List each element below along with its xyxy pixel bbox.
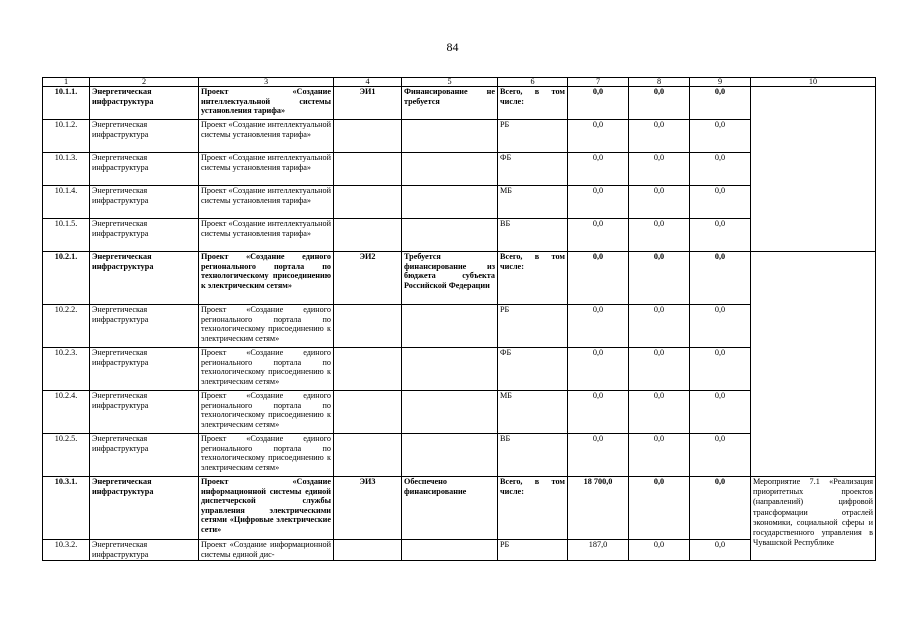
table-row: [43, 87, 876, 120]
financing-status-cell: [402, 153, 498, 186]
row-number: 10.3.2.: [43, 540, 90, 561]
value-cell: 0,0: [568, 153, 629, 186]
column-number: 6: [498, 78, 568, 87]
value-cell: 0,0: [629, 252, 690, 305]
column-number: 7: [568, 78, 629, 87]
funding-source-cell: ФБ: [498, 153, 568, 186]
financing-status-cell: [402, 348, 498, 391]
value-cell: 0,0: [690, 87, 751, 120]
project-cell: Проект «Создание интеллектуальной системы установления тарифа»: [199, 87, 334, 120]
row-number: 10.1.1.: [43, 87, 90, 120]
table-row: [43, 252, 876, 305]
code-cell: [334, 219, 402, 252]
value-cell: 0,0: [568, 120, 629, 153]
value-cell: 0,0: [568, 391, 629, 434]
value-cell: 0,0: [568, 186, 629, 219]
project-cell: Проект «Создание единого регионального портала по технологическому присоединению к электрическим сетям»: [199, 434, 334, 477]
row-number: 10.2.2.: [43, 305, 90, 348]
value-cell: 0,0: [690, 391, 751, 434]
code-cell: ЭИ3: [334, 477, 402, 540]
value-cell: 0,0: [690, 186, 751, 219]
infrastructure-cell: Энергетическая инфраструктура: [90, 153, 199, 186]
column-numbers-row: [43, 78, 876, 87]
row-number: 10.1.2.: [43, 120, 90, 153]
funding-source-cell: Всего, в том числе:: [498, 252, 568, 305]
code-cell: ЭИ1: [334, 87, 402, 120]
column-number: 3: [199, 78, 334, 87]
infrastructure-cell: Энергетическая инфраструктура: [90, 252, 199, 305]
code-cell: [334, 120, 402, 153]
funding-source-cell: Всего, в том числе:: [498, 87, 568, 120]
infrastructure-cell: Энергетическая инфраструктура: [90, 120, 199, 153]
financing-status-cell: [402, 434, 498, 477]
funding-source-cell: РБ: [498, 120, 568, 153]
project-cell: Проект «Создание информационной системы единой диспетчерской службы управления электрическими сетями «Цифровые электрические сети»: [199, 477, 334, 540]
code-cell: [334, 348, 402, 391]
funding-source-cell: РБ: [498, 540, 568, 561]
funding-source-cell: Всего, в том числе:: [498, 477, 568, 540]
value-cell: 187,0: [568, 540, 629, 561]
value-cell: 0,0: [690, 434, 751, 477]
row-number: 10.2.1.: [43, 252, 90, 305]
value-cell: 0,0: [629, 348, 690, 391]
project-cell: Проект «Создание единого регионального портала по технологическому присоединению к электрическим сетям»: [199, 391, 334, 434]
value-cell: 0,0: [629, 153, 690, 186]
infrastructure-cell: Энергетическая инфраструктура: [90, 391, 199, 434]
column-number: 10: [751, 78, 876, 87]
value-cell: 0,0: [690, 305, 751, 348]
financing-status-cell: Обеспечено финансирование: [402, 477, 498, 540]
project-cell: Проект «Создание единого регионального портала по технологическому присоединению к электрическим сетям»: [199, 348, 334, 391]
row-number: 10.2.3.: [43, 348, 90, 391]
value-cell: 0,0: [629, 87, 690, 120]
note-cell: [751, 87, 876, 252]
row-number: 10.1.5.: [43, 219, 90, 252]
column-number: 8: [629, 78, 690, 87]
value-cell: 0,0: [568, 348, 629, 391]
value-cell: 0,0: [629, 434, 690, 477]
financing-status-cell: Финансирование не требуется: [402, 87, 498, 120]
column-number: 2: [90, 78, 199, 87]
value-cell: 0,0: [629, 186, 690, 219]
funding-source-cell: ВБ: [498, 434, 568, 477]
value-cell: 0,0: [690, 252, 751, 305]
code-cell: [334, 186, 402, 219]
row-number: 10.1.3.: [43, 153, 90, 186]
value-cell: 0,0: [690, 477, 751, 540]
financing-status-cell: [402, 219, 498, 252]
funding-source-cell: МБ: [498, 186, 568, 219]
code-cell: ЭИ2: [334, 252, 402, 305]
project-cell: Проект «Создание интеллектуальной системы установления тарифа»: [199, 186, 334, 219]
row-number: 10.2.4.: [43, 391, 90, 434]
infrastructure-cell: Энергетическая инфраструктура: [90, 219, 199, 252]
code-cell: [334, 305, 402, 348]
funding-source-cell: РБ: [498, 305, 568, 348]
value-cell: 0,0: [690, 540, 751, 561]
financing-status-cell: [402, 120, 498, 153]
financing-status-cell: Требуется финансирование из бюджета субъекта Российской Федерации: [402, 252, 498, 305]
row-number: 10.2.5.: [43, 434, 90, 477]
funding-source-cell: ФБ: [498, 348, 568, 391]
code-cell: [334, 153, 402, 186]
value-cell: 0,0: [629, 391, 690, 434]
value-cell: 0,0: [690, 348, 751, 391]
infrastructure-cell: Энергетическая инфраструктура: [90, 186, 199, 219]
infrastructure-cell: Энергетическая инфраструктура: [90, 87, 199, 120]
financing-status-cell: [402, 305, 498, 348]
value-cell: 0,0: [690, 120, 751, 153]
row-number: 10.3.1.: [43, 477, 90, 540]
value-cell: 0,0: [629, 540, 690, 561]
page-number: 84: [446, 40, 459, 54]
financing-status-cell: [402, 391, 498, 434]
value-cell: 18 700,0: [568, 477, 629, 540]
value-cell: 0,0: [568, 434, 629, 477]
value-cell: 0,0: [568, 87, 629, 120]
financing-table: [42, 77, 876, 561]
code-cell: [334, 434, 402, 477]
financing-status-cell: [402, 186, 498, 219]
value-cell: 0,0: [629, 477, 690, 540]
infrastructure-cell: Энергетическая инфраструктура: [90, 477, 199, 540]
infrastructure-cell: Энергетическая инфраструктура: [90, 305, 199, 348]
financing-status-cell: [402, 540, 498, 561]
value-cell: 0,0: [568, 252, 629, 305]
row-number: 10.1.4.: [43, 186, 90, 219]
infrastructure-cell: Энергетическая инфраструктура: [90, 434, 199, 477]
table-row: [43, 477, 876, 540]
note-cell: [751, 252, 876, 477]
note-cell: Мероприятие 7.1 «Реализация приоритетных проектов (направлений) цифровой трансформации отраслей экономики, социальной сферы и государственного управления в Чувашской Республике: [751, 477, 876, 561]
code-cell: [334, 540, 402, 561]
column-number: 9: [690, 78, 751, 87]
value-cell: 0,0: [690, 219, 751, 252]
project-cell: Проект «Создание информационной системы единой дис-: [199, 540, 334, 561]
value-cell: 0,0: [629, 120, 690, 153]
value-cell: 0,0: [690, 153, 751, 186]
code-cell: [334, 391, 402, 434]
column-number: 4: [334, 78, 402, 87]
funding-source-cell: МБ: [498, 391, 568, 434]
column-number: 5: [402, 78, 498, 87]
project-cell: Проект «Создание интеллектуальной системы установления тарифа»: [199, 153, 334, 186]
value-cell: 0,0: [568, 219, 629, 252]
funding-source-cell: ВБ: [498, 219, 568, 252]
project-cell: Проект «Создание единого регионального портала по технологическому присоединению к электрическим сетям»: [199, 252, 334, 305]
infrastructure-cell: Энергетическая инфраструктура: [90, 348, 199, 391]
infrastructure-cell: Энергетическая инфраструктура: [90, 540, 199, 561]
project-cell: Проект «Создание единого регионального портала по технологическому присоединению к электрическим сетям»: [199, 305, 334, 348]
column-number: 1: [43, 78, 90, 87]
project-cell: Проект «Создание интеллектуальной системы установления тарифа»: [199, 120, 334, 153]
value-cell: 0,0: [629, 219, 690, 252]
project-cell: Проект «Создание интеллектуальной системы установления тарифа»: [199, 219, 334, 252]
value-cell: 0,0: [568, 305, 629, 348]
value-cell: 0,0: [629, 305, 690, 348]
